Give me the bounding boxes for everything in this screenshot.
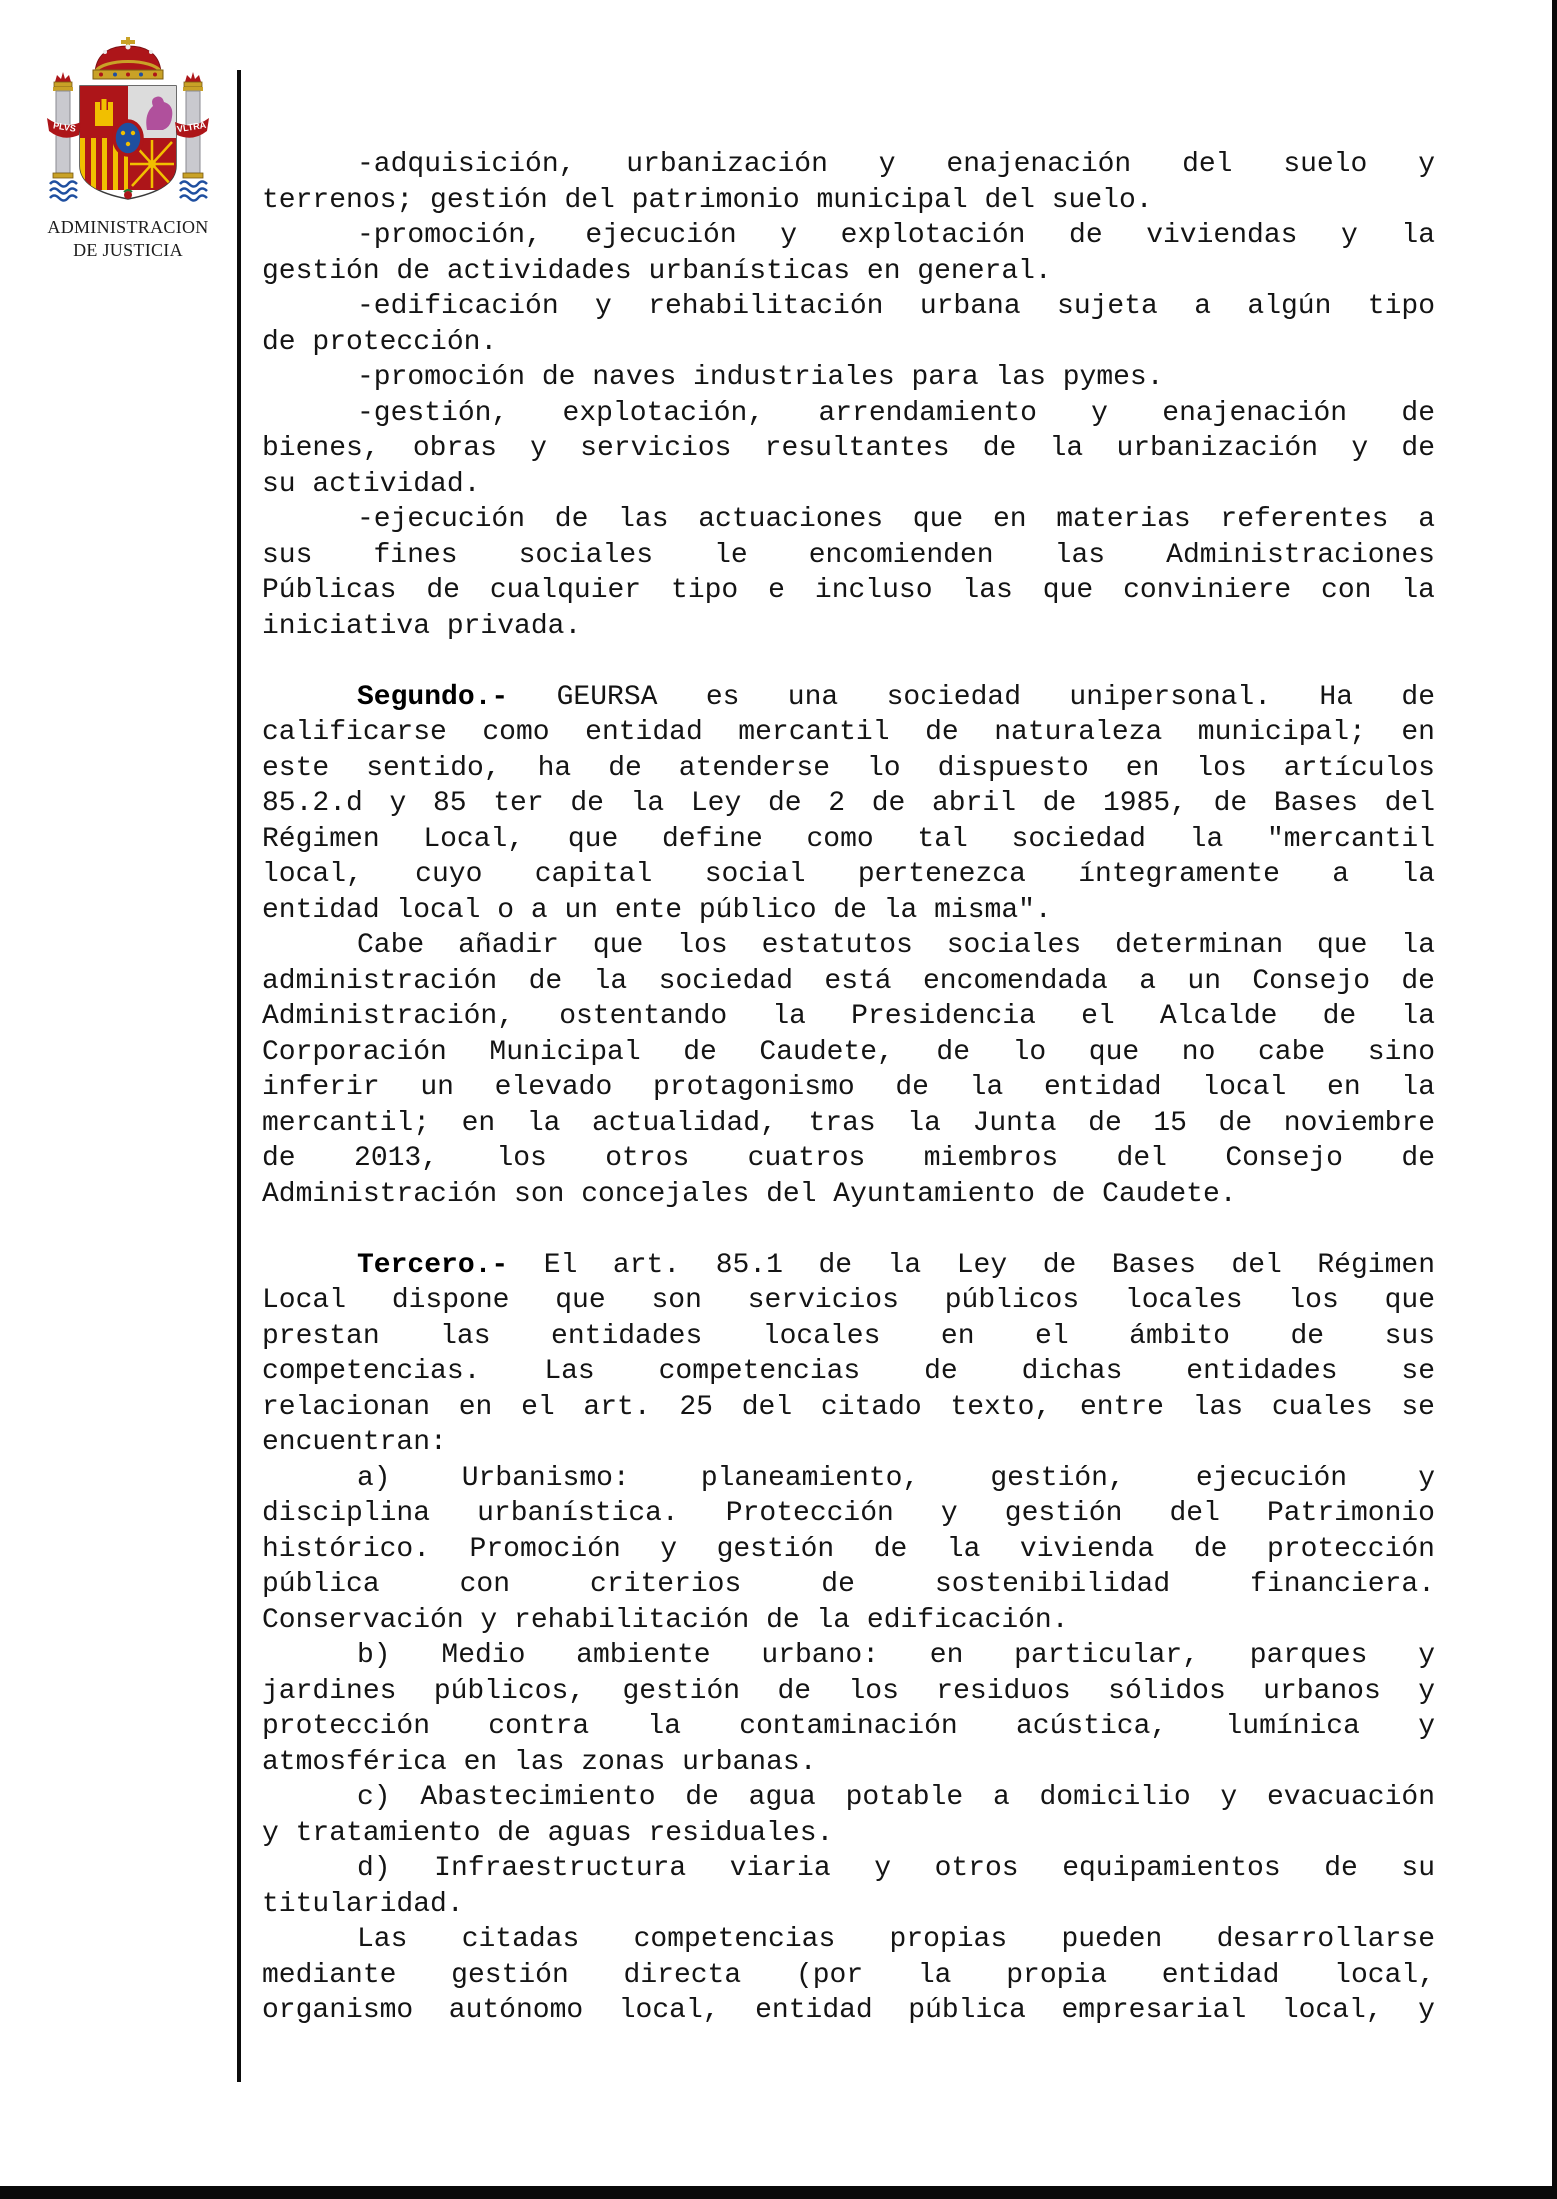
text-line: administración de la sociedad está encomendada a un Consejo de: [262, 965, 1435, 997]
text-line: Corporación Municipal de Caudete, de lo que no cabe sino: [262, 1036, 1435, 1068]
margin-rule: [237, 70, 241, 2082]
paragraph: [262, 1851, 1435, 1922]
text-line: relacionan en el art. 25 del citado texto, entre las cuales se: [262, 1391, 1435, 1423]
administracion-de-justicia-logo: [28, 36, 228, 262]
paragraph: [262, 289, 1435, 360]
shield-icon: [80, 86, 176, 199]
text-line: calificarse como entidad mercantil de naturaleza municipal; en: [262, 717, 1435, 748]
banner-right-text: VLTRA: [176, 119, 207, 135]
text-line: de 2013, los otros cuatros miembros del Consejo de: [262, 1143, 1435, 1174]
text-line: -adquisición, urbanización y enajenación del suelo y: [357, 149, 1435, 180]
text-line: pública con criterios de sostenibilidad financiera.: [262, 1569, 1435, 1600]
text-line: mediante gestión directa (por la propia entidad local,: [262, 1959, 1435, 1991]
page-edge-bottom: [0, 2186, 1557, 2199]
text-line: -promoción de naves industriales para las pymes.: [357, 362, 1164, 393]
text-line: 85.2.d y 85 ter de la Ley de 2 de abril de 1985, de Bases del: [262, 788, 1435, 819]
paragraph: [262, 1922, 1435, 2029]
text-line: protección contra la contaminación acústica, lumínica y: [262, 1711, 1435, 1742]
text-line: b) Medio ambiente urbano: en particular, parques y: [357, 1640, 1435, 1671]
paragraph: [262, 928, 1435, 1212]
paragraph-lead: Segundo.-: [357, 681, 509, 713]
text-line: prestan las entidades locales en el ámbito de sus: [262, 1320, 1435, 1352]
text-line: inferir un elevado protagonismo de la entidad local en la: [262, 1072, 1435, 1103]
text-line: titularidad.: [262, 1888, 464, 1920]
text-line: -promoción, ejecución y explotación de viviendas y la: [357, 220, 1435, 251]
paragraph: [262, 502, 1435, 644]
text-line: Administración son concejales del Ayuntamiento de Caudete.: [262, 1178, 1237, 1210]
paragraph: [262, 218, 1435, 289]
text-line: este sentido, ha de atenderse lo dispuesto en los artículos: [262, 752, 1435, 784]
text-line: disciplina urbanística. Protección y gestión del Patrimonio: [262, 1498, 1435, 1529]
text-line: -edificación y rehabilitación urbana sujeta a algún tipo: [357, 291, 1435, 322]
text-line: Régimen Local, que define como tal sociedad la "mercantil: [262, 823, 1435, 855]
paragraph: [262, 1780, 1435, 1851]
text-line: local, cuyo capital social pertenezca íntegramente a la: [262, 859, 1435, 890]
paragraph: [262, 1638, 1435, 1780]
text-line: Conservación y rehabilitación de la edificación.: [262, 1604, 1069, 1636]
text-line: Las citadas competencias propias pueden desarrollarse: [357, 1924, 1435, 1955]
text-line: encuentran:: [262, 1427, 447, 1458]
text-line: y tratamiento de aguas residuales.: [262, 1817, 834, 1849]
text-line: entidad local o a un ente público de la misma".: [262, 894, 1052, 926]
text-line: Segundo.- GEURSA es una sociedad unipersonal. Ha de: [357, 681, 1435, 713]
paragraph: [262, 147, 1435, 218]
text-line: -gestión, explotación, arrendamiento y enajenación de: [357, 397, 1435, 429]
paragraph: [262, 360, 1435, 396]
coat-of-arms-icon: [43, 36, 213, 212]
paragraph: [262, 1461, 1435, 1639]
paragraph: [262, 396, 1435, 503]
text-line: organismo autónomo local, entidad pública empresarial local, y: [262, 1995, 1435, 2026]
text-line: -ejecución de las actuaciones que en materias referentes a: [357, 504, 1435, 535]
text-line: competencias. Las competencias de dichas entidades se: [262, 1356, 1435, 1387]
text-line: jardines públicos, gestión de los residuos sólidos urbanos y: [262, 1675, 1435, 1707]
text-line: a) Urbanismo: planeamiento, gestión, ejecución y: [357, 1462, 1435, 1494]
text-line: Públicas de cualquier tipo e incluso las que conviniere con la: [262, 575, 1435, 606]
text-line: de protección.: [262, 326, 498, 358]
text-line: histórico. Promoción y gestión de la vivienda de protección: [262, 1533, 1435, 1565]
text-line: atmosférica en las zonas urbanas.: [262, 1746, 817, 1778]
text-line: Cabe añadir que los estatutos sociales determinan que la: [357, 930, 1435, 961]
text-line: su actividad.: [262, 468, 481, 500]
paragraph-lead: Tercero.-: [357, 1249, 509, 1281]
text-line: Tercero.- El art. 85.1 de la Ley de Bases del Régimen: [357, 1249, 1435, 1281]
text-line: gestión de actividades urbanísticas en general.: [262, 255, 1052, 287]
text-line: Local dispone que son servicios públicos locales los que: [262, 1285, 1435, 1316]
text-line: d) Infraestructura viaria y otros equipamientos de su: [357, 1853, 1435, 1884]
text-line: bienes, obras y servicios resultantes de la urbanización y de: [262, 433, 1435, 464]
banner-left-text: PLVS: [52, 120, 77, 134]
logo-title-line2: DE JUSTICIA: [73, 240, 183, 260]
royal-crown-icon: [93, 37, 163, 79]
logo-title-line1: ADMINISTRACION: [47, 217, 209, 237]
text-column: [262, 147, 1435, 2029]
text-line: iniciativa privada.: [262, 610, 582, 642]
text-line: sus fines sociales le encomienden las Administraciones: [262, 539, 1435, 571]
text-line: mercantil; en la actualidad, tras la Junta de 15 de noviembre: [262, 1107, 1435, 1139]
paragraph: [262, 1248, 1435, 1461]
text-line: terrenos; gestión del patrimonio municipal del suelo.: [262, 184, 1153, 216]
page-edge-right: [1552, 0, 1557, 2199]
text-line: Administración, ostentando la Presidencia el Alcalde de la: [262, 1001, 1435, 1032]
paragraph: [262, 680, 1435, 929]
text-line: c) Abastecimiento de agua potable a domicilio y evacuación: [357, 1782, 1435, 1813]
